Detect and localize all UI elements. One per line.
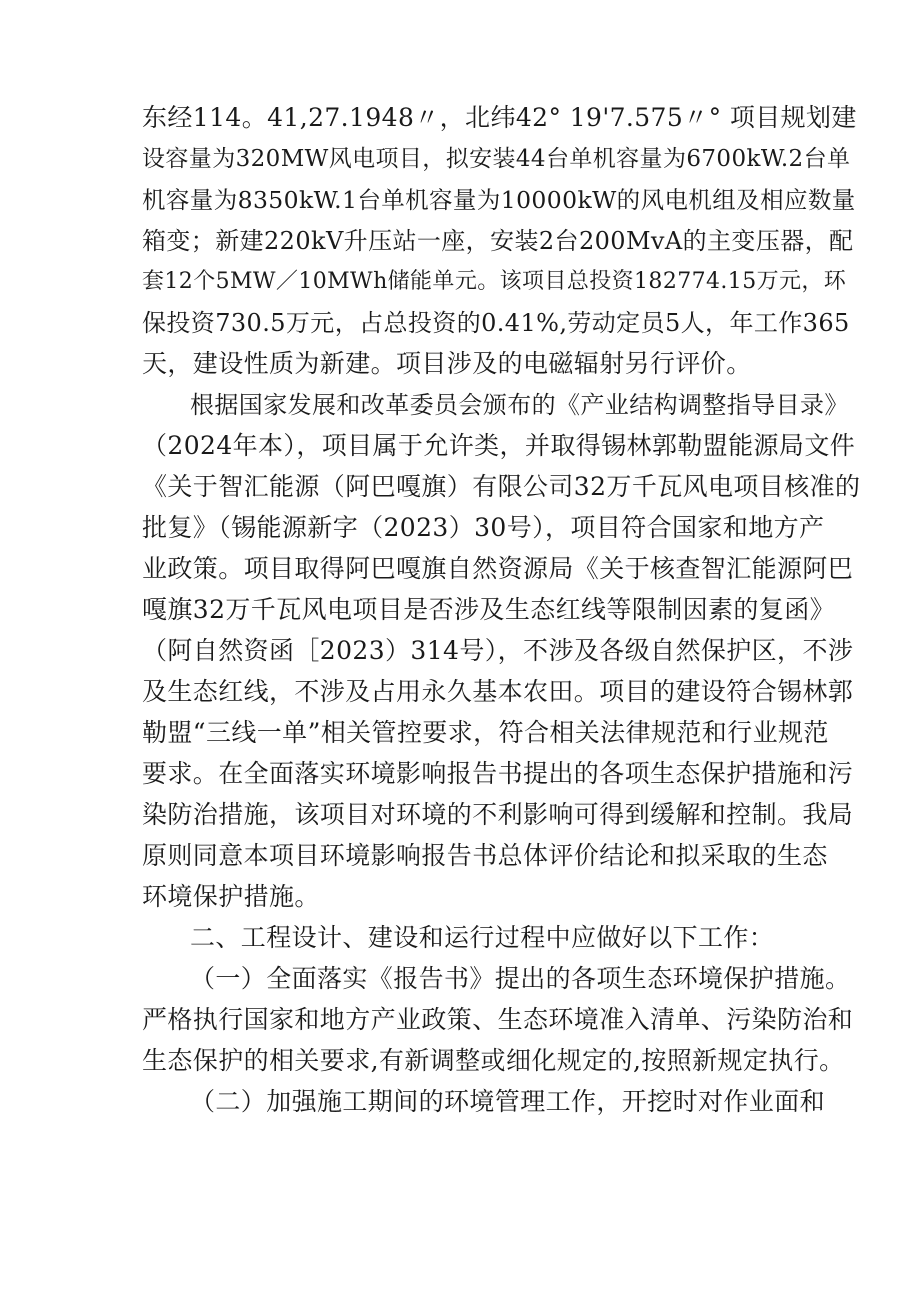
text-line: 机容量为8350kW.1台单机容量为10000kW的风电机组及相应数量: [142, 186, 856, 214]
text-line: 箱变；新建220kV升压站一座，安装2台200MvA的主变压器，配: [142, 227, 854, 255]
text-line: （2024年本），项目属于允许类，并取得锡林郭勒盟能源局文件: [142, 431, 856, 460]
text-line: 染防治措施，该项目对环境的不利影响可得到缓解和控制。我局: [142, 800, 854, 829]
text-line: 业政策。项目取得阿巴嘎旗自然资源局《关于核查智汇能源阿巴: [142, 554, 854, 583]
text-line: 要求。在全面落实环境影响报告书提出的各项生态保护措施和污: [142, 759, 854, 788]
text-line: 及生态红线，不涉及占用永久基本农田。项目的建设符合锡林郭: [142, 677, 854, 706]
text-line: 保投资730.5万元，占总投资的0.41%,劳动定员5人，年工作365: [142, 309, 850, 337]
text-line: 原则同意本项目环境影响报告书总体评价结论和拟采取的生态: [142, 841, 828, 870]
text-line: 勒盟“三线一单”相关管控要求，符合相关法律规范和行业规范: [142, 718, 829, 747]
text-line: 严格执行国家和地方产业政策、生态环境准入清单、污染防治和: [142, 1005, 854, 1034]
text-line: 《关于智汇能源（阿巴嘎旗）有限公司32万千瓦风电项目核准的: [142, 472, 861, 501]
text-line: 嘎旗32万千瓦风电项目是否涉及生态红线等限制因素的复函》: [142, 595, 836, 624]
text-line: 东经114。41,27.1948〃，北纬42° 19'7.575〃° 项目规划建: [142, 103, 857, 132]
text-line: 天，建设性质为新建。项目涉及的电磁辐射另行评价。: [142, 349, 752, 378]
text-line: 批复》（锡能源新字（2023）30号），项目符合国家和地方产: [142, 513, 825, 542]
text-line: 环境保护措施。: [142, 882, 320, 911]
text-line: 设容量为320MW风电项目，拟安装44台单机容量为6700kW.2台单: [142, 146, 851, 172]
text-line: 生态保护的相关要求,有新调整或细化规定的,按照新规定执行。: [142, 1046, 845, 1075]
text-line: （阿自然资函［2023）314号），不涉及各级自然保护区，不涉: [142, 636, 854, 665]
text-line: 套12个5MW／10MWh储能单元。该项目总投资182774.15万元，环: [142, 269, 847, 294]
text-line: 根据国家发展和改革委员会颁布的《产业结构调整指导目录》: [190, 391, 849, 419]
text-line: （一）全面落实《报告书》提出的各项生态环境保护措施。: [190, 964, 851, 993]
text-line: （二）加强施工期间的环境管理工作，开挖时对作业面和: [190, 1087, 826, 1116]
section-heading: 二、工程设计、建设和运行过程中应做好以下工作：: [190, 923, 775, 952]
